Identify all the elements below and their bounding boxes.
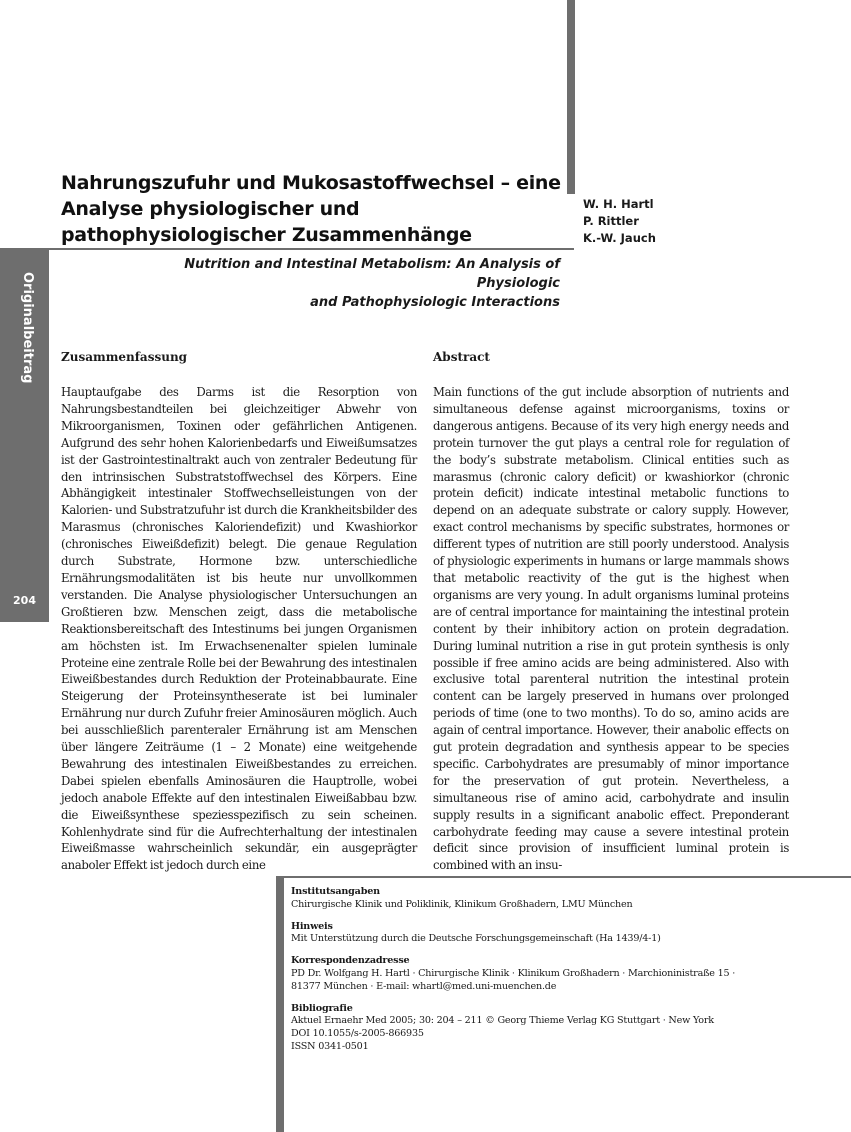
summary-text: Hauptaufgabe des Darms ist die Resorption von Nahrungsbestandteilen bei gleichzeitiger Abwehr von Mikroorganismen, Toxinen oder gefährlichen Antigenen. Aufgrund des sehr hohen Kalorienbedarfs und Eiweißumsatzes ist der Gastrointestinaltrakt auch von zentraler Bedeutung für den intrinsischen Substratstoffwechsel des Körpers. Eine Abhängigkeit intestinaler Stoffwechselleistungen von der Kalorien- und Substratzufuhr ist durch die Krankheitsbilder des Marasmus (chronisches Kaloriendefizit) und Kwashiorkor (chronisches Eiweißdefizit) belegt. Die genaue Regulation durch Substrate, Hormone bzw. unterschiedliche Ernährungsmodalitäten ist bis heute nur unvollkommen verstanden. Die Analyse physiologischer Untersuchungen an Großtieren bzw. Menschen zeigt, dass die metabolische Reaktionsbereitschaft des Intestinums bei jungen Organismen am höchsten ist. Im Erwachsenenalter spielen luminale Proteine eine zentrale Rolle bei der Bewahrung des intestinalen Eiweißbestandes durch Reduktion der Proteinabbaurate. Eine Steigerung der Proteinsyntheserate ist bei luminaler Ernährung nur durch Zufuhr freier Aminosäuren möglich. Auch bei ausschließlich parenteraler Ernährung ist am Menschen über längere Zeiträume (1 – 2 Monate) eine weitgehende Bewahrung des intestinalen Eiweißbestandes zu erreichen. Dabei spielen ebenfalls Aminosäuren die Hauptrolle, wobei jedoch anabole Effekte auf den intestinalen Eiweißabbau bzw. die Eiweißsynthese speziesspezifisch zu sein scheinen. Kohlenhydrate sind für die Aufrechterhaltung der intestinalen Eiweißmasse wahrscheinlich sekundär, ein ausgeprägter anaboler Effekt ist jedoch durch eine <box>61 385 417 873</box>
author: W. H. Hartl <box>583 197 654 211</box>
title-horizontal-rule <box>0 248 574 250</box>
author: K.-W. Jauch <box>583 231 656 245</box>
correspondence-section <box>291 955 831 993</box>
abstract-heading: Abstract <box>433 350 490 364</box>
summary-heading: Zusammenfassung <box>61 350 188 364</box>
institution-heading: Institutsangaben <box>291 886 380 897</box>
author-list <box>583 196 703 247</box>
info-horizontal-rule <box>276 876 851 878</box>
bibliography-section <box>291 1003 831 1054</box>
note-section <box>291 921 831 947</box>
correspondence-address: PD Dr. Wolfgang H. Hartl · Chirurgische Klinik · Klinikum Großhadern · Marchioninistraße 15 · <box>291 967 736 979</box>
institution-section <box>291 886 831 912</box>
english-abstract <box>433 349 789 874</box>
article-type-label: Originalbeitrag <box>20 272 35 384</box>
note-text: Mit Unterstützung durch die Deutsche Forschungsgemeinschaft (Ha 1439/4-1) <box>291 933 661 945</box>
article-title: Nahrungszufuhr und Mukosastoffwechsel – eine Analyse physiologischer und pathophysiologischer Zusammenhänge <box>61 172 561 246</box>
bibliography-heading: Bibliografie <box>291 1002 353 1014</box>
english-title-line: and Pathophysiologic Interactions <box>310 295 560 310</box>
correspondence-heading: Korrespondenzadresse <box>291 955 410 967</box>
info-vertical-rule <box>276 876 284 1132</box>
author: P. Rittler <box>583 214 639 228</box>
institution-text: Chirurgische Klinik und Poliklinik, Klinikum Großhadern, LMU München <box>291 898 633 910</box>
german-summary <box>61 349 417 874</box>
doi: DOI 10.1055/s-2005-866935 <box>291 1028 424 1040</box>
english-title-line: Nutrition and Intestinal Metabolism: An Analysis of Physiologic <box>184 257 560 291</box>
page-number: 204 <box>13 594 36 607</box>
citation: Aktuel Ernaehr Med 2005; 30: 204 – 211 © Georg Thieme Verlag KG Stuttgart · New York <box>291 1015 714 1027</box>
title-vertical-rule <box>567 0 575 194</box>
english-title <box>130 255 560 312</box>
issn: ISSN 0341-0501 <box>291 1040 369 1052</box>
article-info-box <box>291 886 831 1063</box>
note-heading: Hinweis <box>291 920 333 932</box>
abstract-text: Main functions of the gut include absorption of nutrients and simultaneous defense against microorganisms, toxins or dangerous antigens. Because of its very high energy needs and protein turnover the gut plays a central role for regulation of the body’s substrate metabolism. Clinical entities such as marasmus (chronic calory deficit) or kwashiorkor (chronic protein deficit) indicate intestinal metabolic functions to depend on an adequate substrate or calory supply. However, exact control mechanisms by specific substrates, hormones or different types of nutrition are still poorly understood. Analysis of physiologic experiments in humans or large mammals shows that metabolic reactivity of the gut is the highest when organisms are very young. In adult organisms luminal proteins are of central importance for maintaining the intestinal protein content by their inhibitory action on protein degradation. During luminal nutrition a rise in gut protein synthesis is only possible if free amino acids are being administered. Also with exclusive total parenteral nutrition the intestinal protein content can be largely preserved in humans over prolonged periods of time (one to two months). To do so, amino acids are again of central importance. However, their anabolic effects on gut protein degradation and synthesis appear to be species specific. Carbohydrates are presumably of minor importance for the preservation of gut protein. Nevertheless, a simultaneous rise of amino acid, carbohydrate and insulin supply results in a significant anabolic effect. Preponderant carbohydrate feeding may cause a severe intestinal protein deficit since provision of insufficient luminal protein is combined with an insu- <box>433 385 789 873</box>
correspondence-email: 81377 München · E-mail: whartl@med.uni-muenchen.de <box>291 980 557 992</box>
